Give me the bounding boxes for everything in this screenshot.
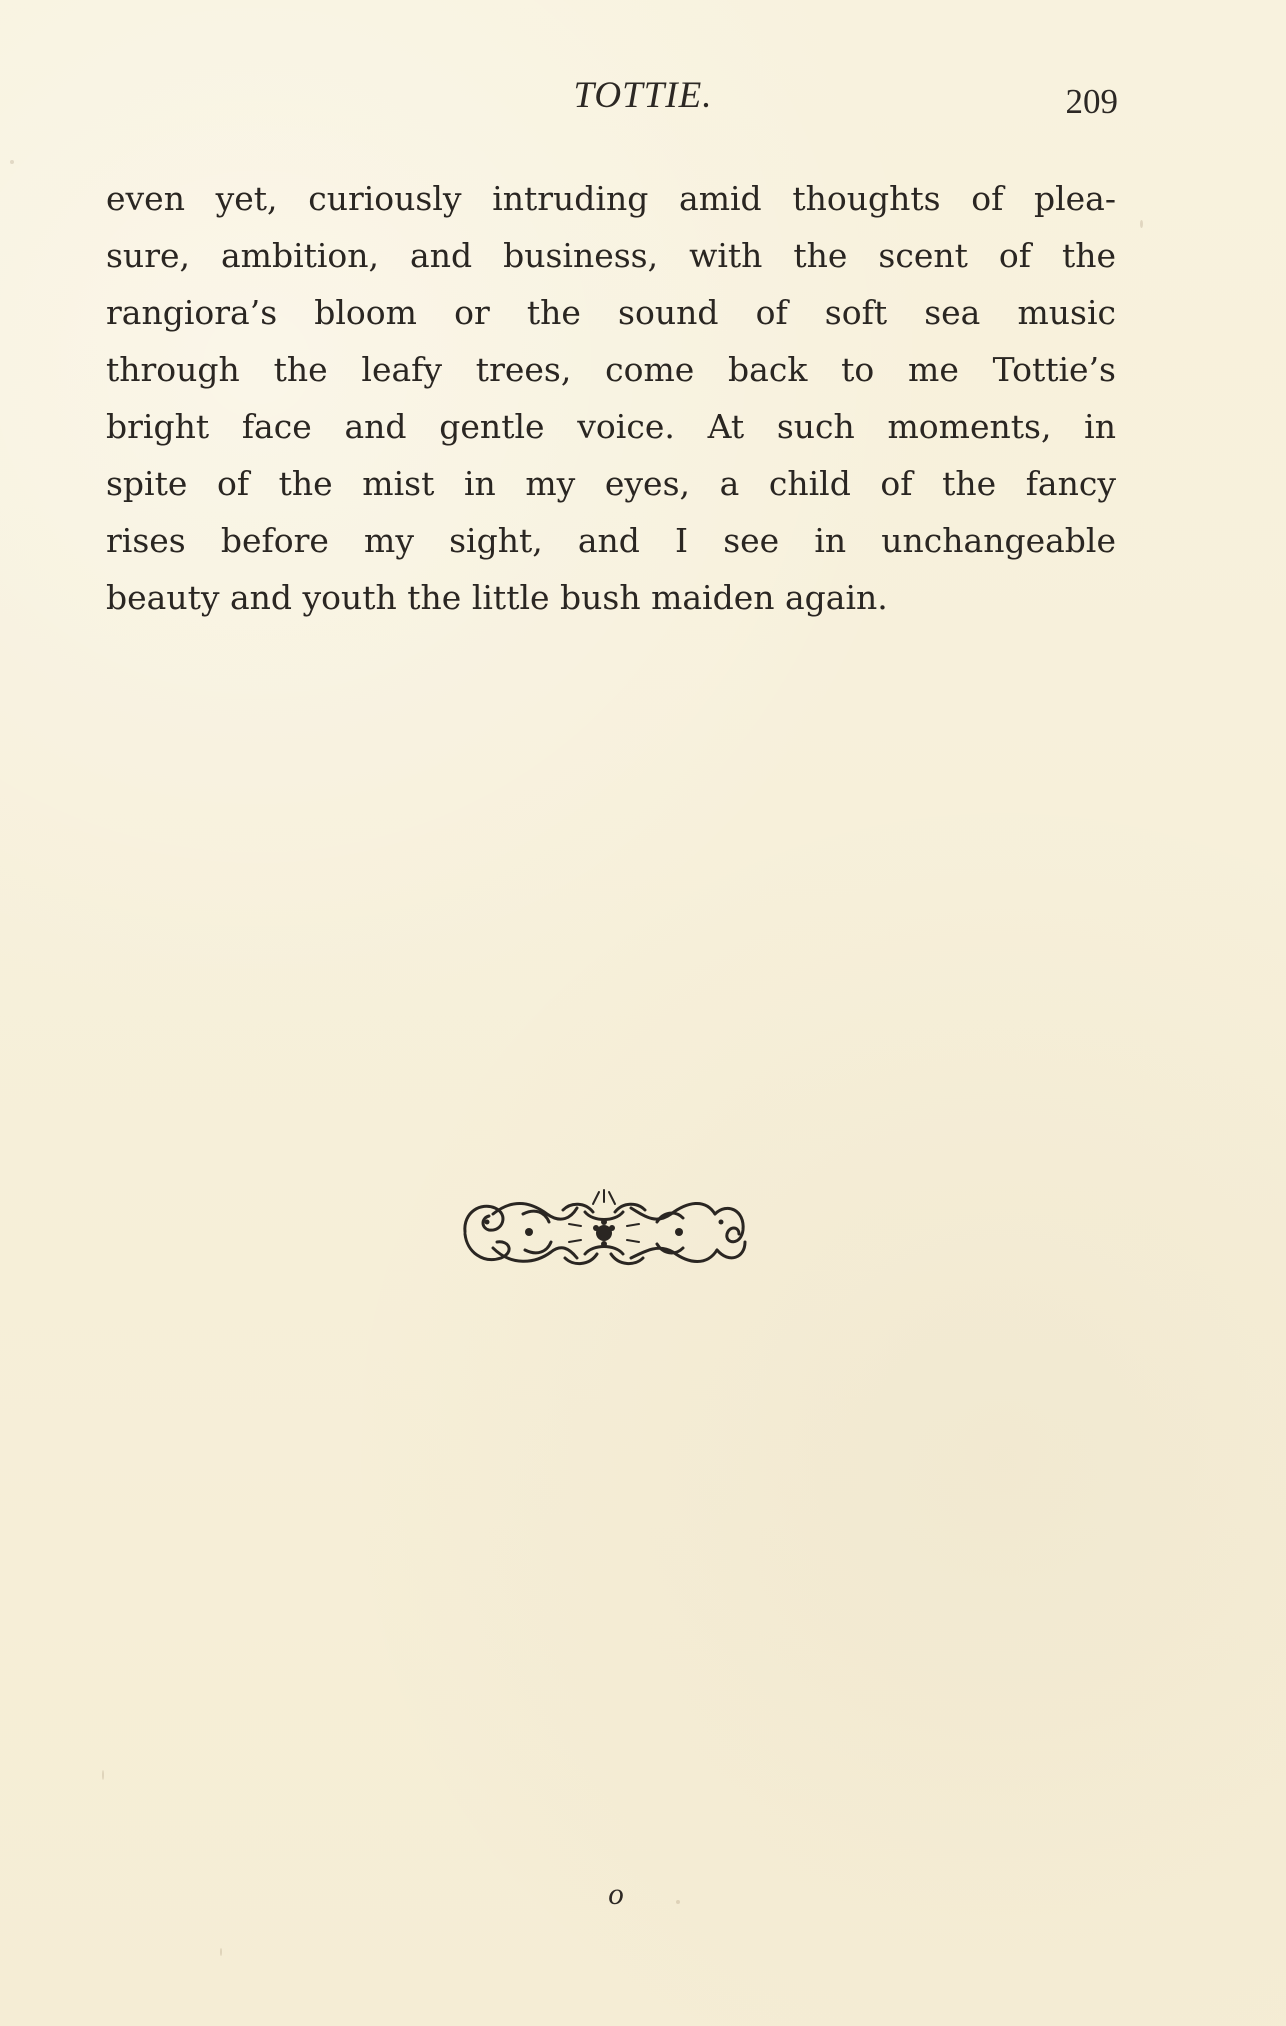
body-paragraph (106, 170, 1116, 626)
signature-mark: o (608, 1876, 624, 1911)
paper-speck (10, 160, 14, 164)
paper-speck (1140, 220, 1143, 228)
running-header-title: TOTTIE. (573, 75, 713, 116)
paper-speck (220, 1948, 222, 1956)
text-line: bright face and gentle voice. At such moments, in (106, 407, 1116, 446)
text-line: even yet, curiously intruding amid thoughts of plea- (106, 179, 1116, 218)
text-line: spite of the mist in my eyes, a child of the fancy (106, 464, 1116, 503)
text-line: rangiora’s bloom or the sound of soft sea music (106, 293, 1116, 332)
text-line: through the leafy trees, come back to me Tottie’s (106, 350, 1116, 389)
paper-speck (676, 1900, 680, 1904)
text-line: beauty and youth the little bush maiden again. (106, 578, 888, 617)
text-line: rises before my sight, and I see in unchangeable (106, 521, 1116, 560)
paper-speck (102, 1770, 104, 1780)
page-number: 209 (1065, 82, 1118, 121)
floral-scroll-ornament-icon (453, 1184, 755, 1280)
text-line: sure, ambition, and business, with the scent of the (106, 236, 1116, 275)
